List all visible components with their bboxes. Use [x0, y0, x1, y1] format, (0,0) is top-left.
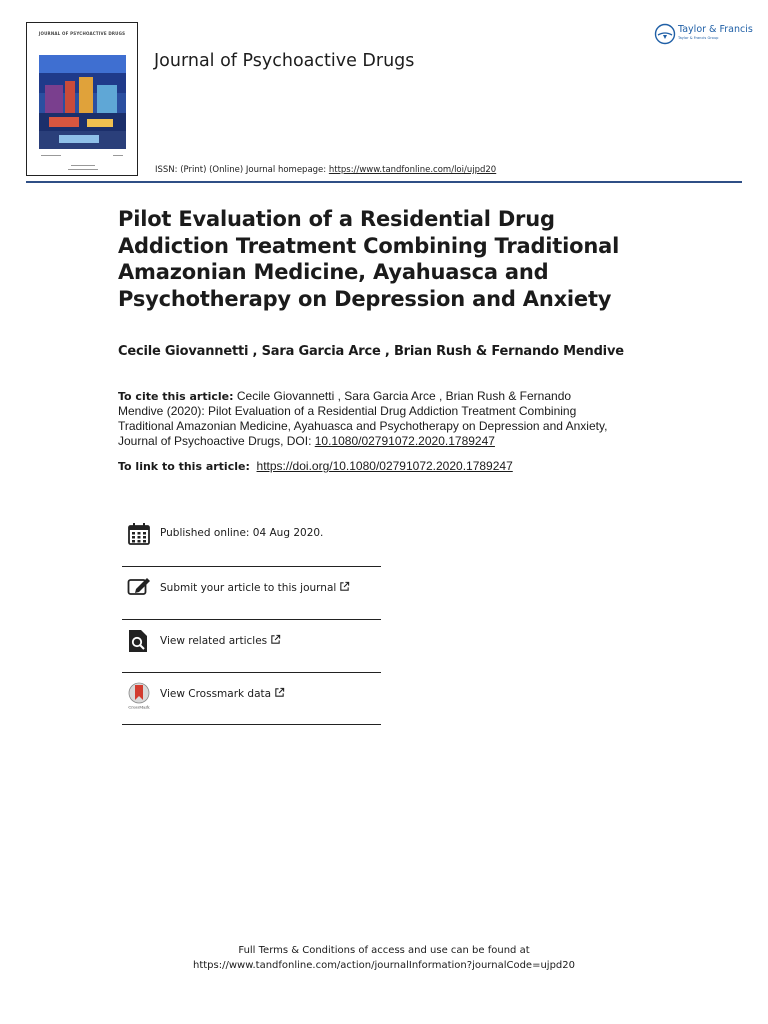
- edit-icon: [127, 576, 151, 600]
- published-online-row: [122, 522, 381, 562]
- cover-text-line: [41, 155, 61, 156]
- citation-block: [118, 389, 618, 449]
- crossmark-icon: [127, 682, 151, 710]
- article-doi-url[interactable]: https://doi.org/10.1080/02791072.2020.1789247: [256, 459, 513, 473]
- journal-cover-image: [26, 22, 138, 176]
- terms-footer: [0, 943, 768, 973]
- cover-title: JOURNAL OF PSYCHOACTIVE DRUGS: [38, 31, 126, 36]
- divider: [122, 566, 381, 567]
- cover-text-line: [113, 155, 123, 156]
- cite-label: To cite this article:: [118, 390, 234, 403]
- submit-article-text: Submit your article to this journal: [160, 582, 337, 594]
- search-document-icon: [127, 629, 151, 653]
- terms-url[interactable]: https://www.tandfonline.com/action/journalInformation?journalCode=ujpd20: [193, 960, 575, 971]
- taylor-francis-logo-icon: [654, 23, 676, 45]
- article-link-line: [118, 459, 513, 473]
- publisher-name: Taylor & Francis: [678, 24, 753, 35]
- link-label: To link to this article:: [118, 460, 250, 473]
- divider: [122, 672, 381, 673]
- related-articles-row[interactable]: [122, 629, 381, 669]
- published-online-text: Published online: 04 Aug 2020.: [160, 527, 324, 539]
- crossmark-text: View Crossmark data: [160, 688, 272, 700]
- publisher-logo[interactable]: [654, 21, 753, 47]
- crossmark-row[interactable]: [122, 682, 381, 722]
- doi-link[interactable]: 10.1080/02791072.2020.1789247: [314, 434, 495, 448]
- divider: [122, 724, 381, 725]
- journal-homepage-link[interactable]: https://www.tandfonline.com/loi/ujpd20: [328, 165, 497, 175]
- external-link-icon: [270, 634, 281, 645]
- related-articles-link[interactable]: [160, 634, 281, 647]
- crossmark-link[interactable]: [160, 687, 285, 700]
- issn-text: ISSN: (Print) (Online) Journal homepage:: [155, 165, 329, 175]
- cover-artwork: [39, 55, 126, 149]
- issn-line: [155, 165, 496, 175]
- submit-article-link[interactable]: [160, 581, 350, 594]
- header-rule: [26, 181, 742, 183]
- article-title: Pilot Evaluation of a Residential Drug Addiction Treatment Combining Traditional Amazonian Medicine, Ayahuasca and Psychotherapy on Depression and Anxiety: [118, 207, 620, 311]
- article-authors: Cecile Giovannetti , Sara Garcia Arce , Brian Rush & Fernando Mendive: [118, 344, 624, 359]
- submit-article-row[interactable]: [122, 576, 381, 616]
- related-articles-text: View related articles: [160, 635, 268, 647]
- terms-text: Full Terms & Conditions of access and use can be found at: [238, 945, 530, 956]
- external-link-icon: [274, 687, 285, 698]
- cover-text-line: [68, 169, 98, 170]
- calendar-icon: [127, 522, 151, 546]
- cite-text: Cecile Giovannetti , Sara Garcia Arce , Brian Rush & Fernando Mendive (2020): Pilot Evaluation of a Residential Drug Addiction Treatment Combining Traditional Amazonian Medicine, Ayahuasca and Psychotherapy on Depression and Anxiety, Journal of Psychoactive Drugs, DOI:: [118, 389, 608, 448]
- divider: [122, 619, 381, 620]
- crossmark-icon-text: CrossMark: [128, 704, 150, 710]
- journal-title: Journal of Psychoactive Drugs: [154, 51, 415, 71]
- external-link-icon: [339, 581, 350, 592]
- publisher-subname: Taylor & Francis Group: [678, 36, 719, 40]
- cover-text-line: [71, 165, 95, 166]
